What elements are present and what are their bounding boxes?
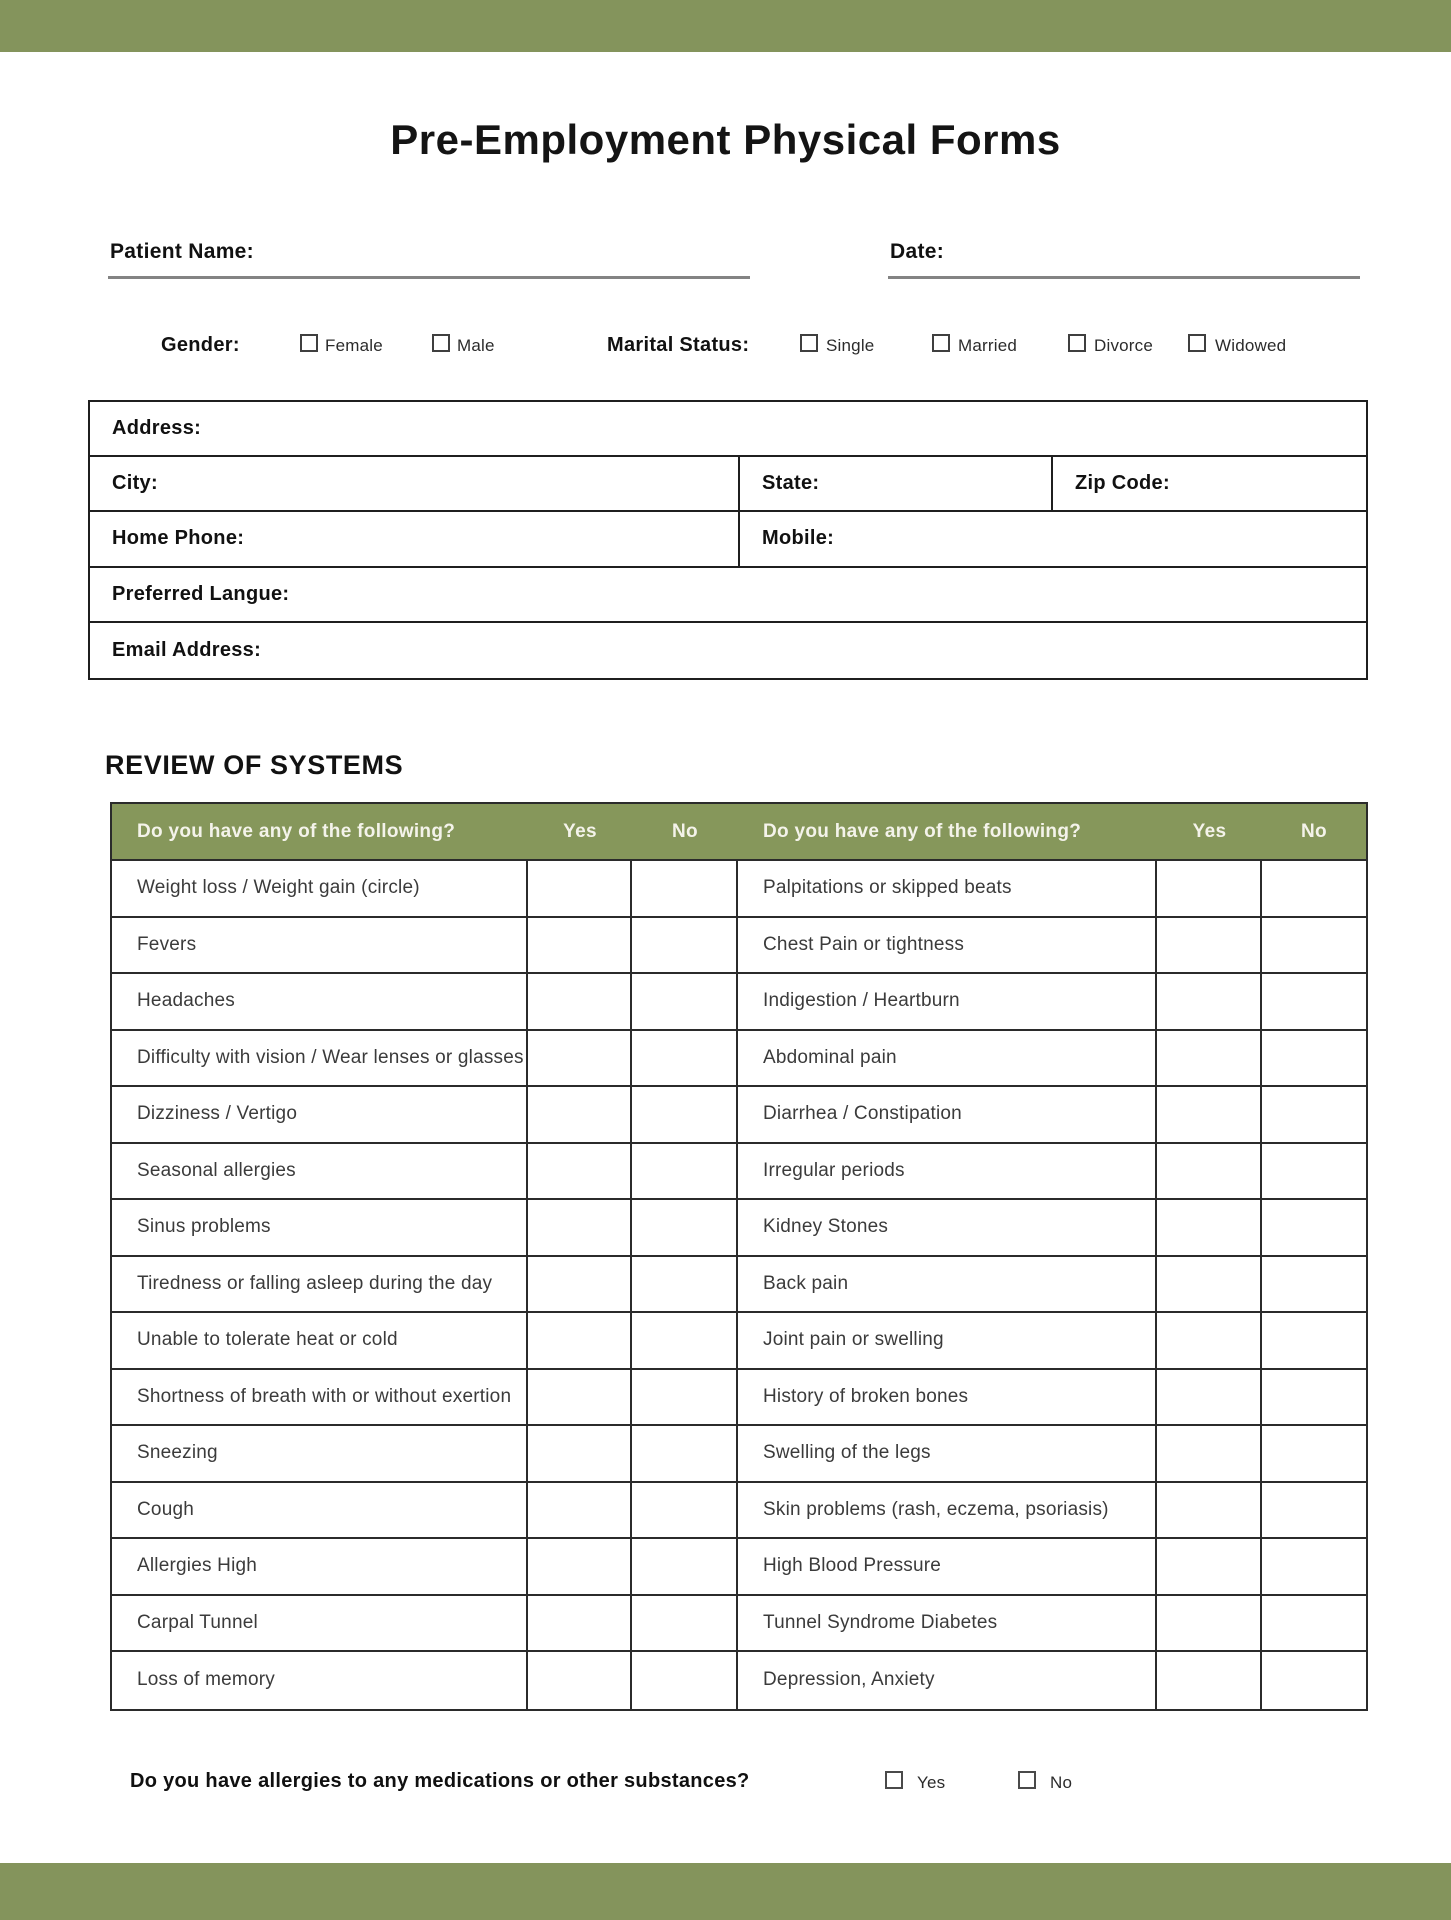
yes-cell[interactable] bbox=[1157, 1596, 1262, 1653]
yes-cell[interactable] bbox=[1157, 1031, 1262, 1088]
allergies-yes-checkbox[interactable] bbox=[885, 1771, 903, 1789]
no-cell[interactable] bbox=[632, 1087, 738, 1144]
allergies-no-checkbox[interactable] bbox=[1018, 1771, 1036, 1789]
no-column-header-left: No bbox=[632, 804, 738, 861]
yes-cell[interactable] bbox=[1157, 1257, 1262, 1314]
marital-widowed-label: Widowed bbox=[1215, 336, 1287, 355]
yes-cell[interactable] bbox=[1157, 1313, 1262, 1370]
no-cell[interactable] bbox=[632, 1483, 738, 1540]
yes-cell[interactable] bbox=[1157, 1483, 1262, 1540]
symptom-label: Sneezing bbox=[112, 1426, 528, 1483]
gender-female-label: Female bbox=[325, 336, 383, 355]
email-address-label: Email Address: bbox=[112, 638, 262, 661]
no-cell[interactable] bbox=[632, 1652, 738, 1709]
page-title: Pre-Employment Physical Forms bbox=[390, 116, 1061, 163]
question-column-header-right: Do you have any of the following? bbox=[738, 804, 1157, 861]
no-cell[interactable] bbox=[1262, 1087, 1366, 1144]
no-cell[interactable] bbox=[632, 1370, 738, 1427]
no-cell[interactable] bbox=[632, 1031, 738, 1088]
no-column-header-right: No bbox=[1262, 804, 1366, 861]
no-cell[interactable] bbox=[632, 1539, 738, 1596]
state-field[interactable] bbox=[740, 457, 1053, 512]
symptom-label: Difficulty with vision / Wear lenses or glasses bbox=[112, 1031, 528, 1088]
symptom-label: Swelling of the legs bbox=[738, 1426, 1157, 1483]
symptom-label: Indigestion / Heartburn bbox=[738, 974, 1157, 1031]
symptom-label: Chest Pain or tightness bbox=[738, 918, 1157, 975]
city-field[interactable] bbox=[90, 457, 740, 512]
yes-cell[interactable] bbox=[528, 1426, 632, 1483]
preferred-language-field[interactable] bbox=[90, 568, 1366, 623]
symptom-label: Palpitations or skipped beats bbox=[738, 861, 1157, 918]
mobile-field[interactable] bbox=[740, 512, 1366, 567]
zip-code-field[interactable] bbox=[1053, 457, 1366, 512]
no-cell[interactable] bbox=[632, 974, 738, 1031]
no-cell[interactable] bbox=[1262, 1031, 1366, 1088]
no-cell[interactable] bbox=[1262, 1652, 1366, 1709]
date-label: Date: bbox=[890, 240, 945, 263]
no-cell[interactable] bbox=[1262, 1257, 1366, 1314]
symptom-label: High Blood Pressure bbox=[738, 1539, 1157, 1596]
yes-cell[interactable] bbox=[528, 1370, 632, 1427]
no-cell[interactable] bbox=[1262, 861, 1366, 918]
home-phone-label: Home Phone: bbox=[112, 527, 245, 550]
gender-female-checkbox[interactable] bbox=[300, 334, 318, 352]
state-label: State: bbox=[762, 472, 820, 495]
yes-cell[interactable] bbox=[1157, 1370, 1262, 1427]
address-label: Address: bbox=[112, 417, 202, 440]
symptom-label: History of broken bones bbox=[738, 1370, 1157, 1427]
no-cell[interactable] bbox=[632, 918, 738, 975]
yes-column-header-left: Yes bbox=[528, 804, 632, 861]
symptom-label: Diarrhea / Constipation bbox=[738, 1087, 1157, 1144]
symptom-label: Abdominal pain bbox=[738, 1031, 1157, 1088]
symptom-label: Fevers bbox=[112, 918, 528, 975]
gender-male-label: Male bbox=[457, 336, 495, 355]
yes-cell[interactable] bbox=[528, 1200, 632, 1257]
symptom-label: Kidney Stones bbox=[738, 1200, 1157, 1257]
yes-column-header-right: Yes bbox=[1157, 804, 1262, 861]
marital-single-label: Single bbox=[826, 336, 875, 355]
symptom-label: Tiredness or falling asleep during the day bbox=[112, 1257, 528, 1314]
symptom-label: Sinus problems bbox=[112, 1200, 528, 1257]
symptom-label: Weight loss / Weight gain (circle) bbox=[112, 861, 528, 918]
symptom-label: Dizziness / Vertigo bbox=[112, 1087, 528, 1144]
symptom-label: Headaches bbox=[112, 974, 528, 1031]
yes-cell[interactable] bbox=[1157, 1087, 1262, 1144]
marital-married-checkbox[interactable] bbox=[932, 334, 950, 352]
no-cell[interactable] bbox=[1262, 1483, 1366, 1540]
yes-cell[interactable] bbox=[528, 974, 632, 1031]
symptom-label: Skin problems (rash, eczema, psoriasis) bbox=[738, 1483, 1157, 1540]
marital-single-checkbox[interactable] bbox=[800, 334, 818, 352]
no-cell[interactable] bbox=[632, 1426, 738, 1483]
mobile-label: Mobile: bbox=[762, 527, 835, 550]
review-of-systems-heading: REVIEW OF SYSTEMS bbox=[105, 750, 404, 780]
yes-cell[interactable] bbox=[528, 861, 632, 918]
yes-cell[interactable] bbox=[1157, 1144, 1262, 1201]
yes-cell[interactable] bbox=[528, 1652, 632, 1709]
yes-cell[interactable] bbox=[1157, 861, 1262, 918]
yes-cell[interactable] bbox=[528, 1596, 632, 1653]
marital-widowed-checkbox[interactable] bbox=[1188, 334, 1206, 352]
yes-cell[interactable] bbox=[528, 1031, 632, 1088]
symptom-label: Irregular periods bbox=[738, 1144, 1157, 1201]
yes-cell[interactable] bbox=[528, 1144, 632, 1201]
no-cell[interactable] bbox=[1262, 1313, 1366, 1370]
zip-code-label: Zip Code: bbox=[1075, 472, 1170, 495]
no-cell[interactable] bbox=[632, 1257, 738, 1314]
symptom-label: Loss of memory bbox=[112, 1652, 528, 1709]
allergies-no-label: No bbox=[1050, 1773, 1073, 1792]
symptom-label: Tunnel Syndrome Diabetes bbox=[738, 1596, 1157, 1653]
symptom-label: Depression, Anxiety bbox=[738, 1652, 1157, 1709]
no-cell[interactable] bbox=[632, 1200, 738, 1257]
no-cell[interactable] bbox=[1262, 1596, 1366, 1653]
marital-married-label: Married bbox=[958, 336, 1018, 355]
gender-male-checkbox[interactable] bbox=[432, 334, 450, 352]
marital-divorce-label: Divorce bbox=[1094, 336, 1154, 355]
email-address-field[interactable] bbox=[90, 623, 1366, 678]
review-of-systems-table bbox=[110, 802, 1368, 1711]
no-cell[interactable] bbox=[1262, 1539, 1366, 1596]
no-cell[interactable] bbox=[632, 1144, 738, 1201]
yes-cell[interactable] bbox=[528, 1313, 632, 1370]
allergies-yes-label: Yes bbox=[917, 1773, 946, 1792]
allergies-question: Do you have allergies to any medications or other substances? bbox=[130, 1770, 750, 1792]
yes-cell[interactable] bbox=[1157, 974, 1262, 1031]
symptom-label: Back pain bbox=[738, 1257, 1157, 1314]
yes-cell[interactable] bbox=[528, 918, 632, 975]
home-phone-field[interactable] bbox=[90, 512, 740, 567]
yes-cell[interactable] bbox=[528, 1483, 632, 1540]
marital-status-label: Marital Status: bbox=[607, 334, 750, 356]
date-input-line[interactable] bbox=[888, 276, 1360, 279]
no-cell[interactable] bbox=[632, 1596, 738, 1653]
preferred-language-label: Preferred Langue: bbox=[112, 582, 290, 605]
yes-cell[interactable] bbox=[1157, 1200, 1262, 1257]
no-cell[interactable] bbox=[632, 1313, 738, 1370]
symptom-label: Cough bbox=[112, 1483, 528, 1540]
city-label: City: bbox=[112, 472, 158, 495]
no-cell[interactable] bbox=[1262, 1200, 1366, 1257]
symptom-label: Shortness of breath with or without exertion bbox=[112, 1370, 528, 1427]
no-cell[interactable] bbox=[1262, 1370, 1366, 1427]
yes-cell[interactable] bbox=[528, 1257, 632, 1314]
question-column-header-left: Do you have any of the following? bbox=[112, 804, 528, 861]
no-cell[interactable] bbox=[632, 861, 738, 918]
symptom-label: Carpal Tunnel bbox=[112, 1596, 528, 1653]
yes-cell[interactable] bbox=[528, 1087, 632, 1144]
yes-cell[interactable] bbox=[1157, 1539, 1262, 1596]
symptom-label: Joint pain or swelling bbox=[738, 1313, 1157, 1370]
symptom-label: Seasonal allergies bbox=[112, 1144, 528, 1201]
symptom-label: Unable to tolerate heat or cold bbox=[112, 1313, 528, 1370]
address-field[interactable] bbox=[90, 402, 1366, 457]
marital-divorce-checkbox[interactable] bbox=[1068, 334, 1086, 352]
yes-cell[interactable] bbox=[528, 1539, 632, 1596]
gender-label: Gender: bbox=[161, 334, 240, 356]
no-cell[interactable] bbox=[1262, 974, 1366, 1031]
yes-cell[interactable] bbox=[1157, 1652, 1262, 1709]
yes-cell[interactable] bbox=[1157, 1426, 1262, 1483]
no-cell[interactable] bbox=[1262, 1144, 1366, 1201]
patient-name-input-line[interactable] bbox=[108, 276, 750, 279]
yes-cell[interactable] bbox=[1157, 918, 1262, 975]
no-cell[interactable] bbox=[1262, 1426, 1366, 1483]
patient-name-label: Patient Name: bbox=[110, 240, 254, 263]
no-cell[interactable] bbox=[1262, 918, 1366, 975]
symptom-label: Allergies High bbox=[112, 1539, 528, 1596]
address-table bbox=[88, 400, 1368, 680]
bottom-accent-bar bbox=[0, 1863, 1451, 1920]
top-accent-bar bbox=[0, 0, 1451, 52]
